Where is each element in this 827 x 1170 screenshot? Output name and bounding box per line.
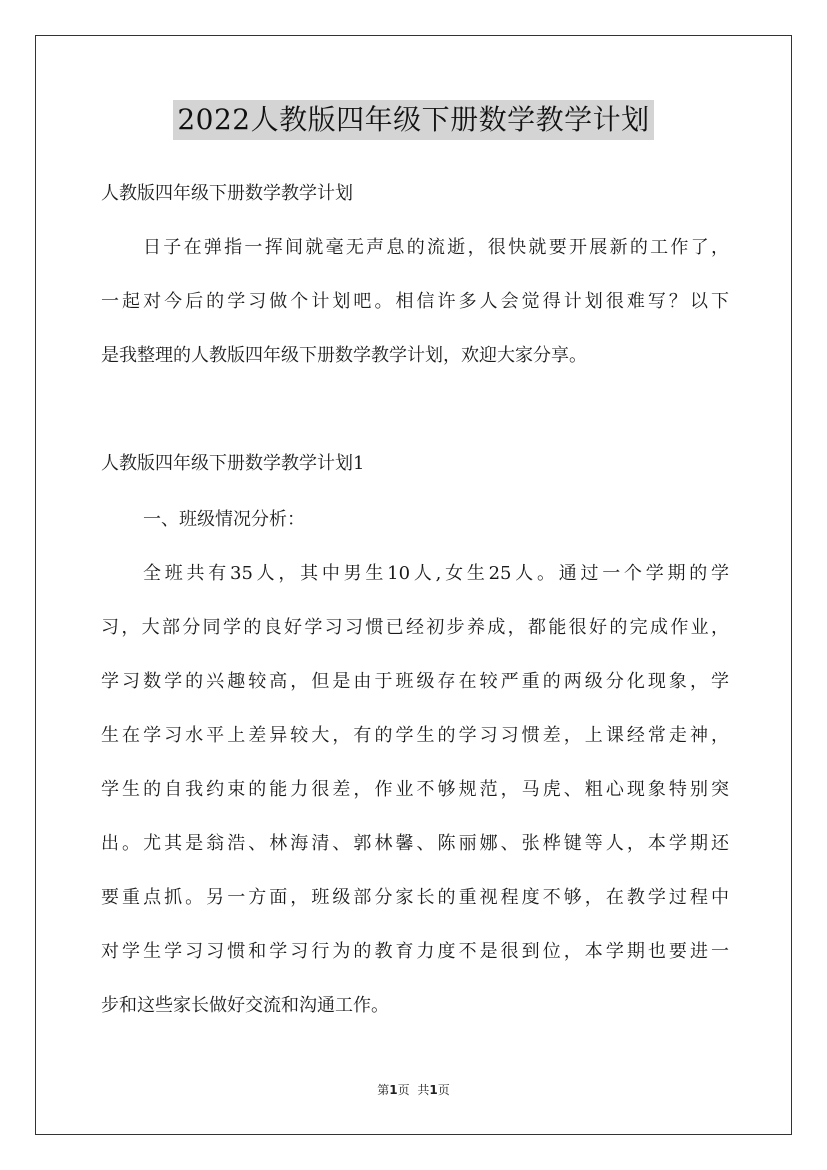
page-footer: [0, 1082, 827, 1098]
body-line-3: 学习数学的兴趣较高，但是由于班级存在较严重的两级分化现象，学: [101, 671, 729, 692]
footer-page-current: 1: [389, 1083, 398, 1097]
subsection-heading: 一、班级情况分析：: [143, 509, 305, 530]
body-line-6: 出。尤其是翁浩、林海清、郭林馨、陈丽娜、张桦键等人，本学期还: [101, 833, 729, 854]
body-line-8: 对学生学习习惯和学习行为的教育力度不是很到位，本学期也要进一: [101, 941, 729, 962]
intro-line-1: 日子在弹指一挥间就毫无声息的流逝，很快就要开展新的工作了，: [143, 237, 729, 258]
footer-total-prefix: 共: [417, 1083, 430, 1097]
intro-line-2: 一起对今后的学习做个计划吧。相信许多人会觉得计划很难写？以下: [101, 291, 729, 312]
footer-page-prefix: 第: [377, 1083, 390, 1097]
body-line-2: 习，大部分同学的良好学习习惯已经初步养成，都能很好的完成作业，: [101, 617, 729, 638]
section-heading: 人教版四年级下册数学教学计划1: [101, 453, 365, 474]
document-subtitle: 人教版四年级下册数学教学计划: [101, 183, 353, 204]
footer-page-total: 1: [429, 1083, 438, 1097]
intro-line-3: 是我整理的人教版四年级下册数学教学计划，欢迎大家分享。: [101, 345, 587, 366]
body-line-7: 要重点抓。另一方面，班级部分家长的重视程度不够，在教学过程中: [101, 887, 729, 908]
document-title: 2022人教版四年级下册数学教学计划: [173, 100, 653, 140]
footer-total-suffix: 页: [437, 1083, 450, 1097]
title-container: [0, 100, 827, 140]
body-line-1: 全班共有35人，其中男生10人,女生25人。通过一个学期的学: [143, 563, 729, 584]
body-line-5: 学生的自我约束的能力很差，作业不够规范，马虎、粗心现象特别突: [101, 779, 729, 800]
body-line-4: 生在学习水平上差异较大，有的学生的学习习惯差，上课经常走神，: [101, 725, 729, 746]
footer-page-suffix: 页: [397, 1083, 410, 1097]
body-line-9: 步和这些家长做好交流和沟通工作。: [101, 995, 389, 1016]
